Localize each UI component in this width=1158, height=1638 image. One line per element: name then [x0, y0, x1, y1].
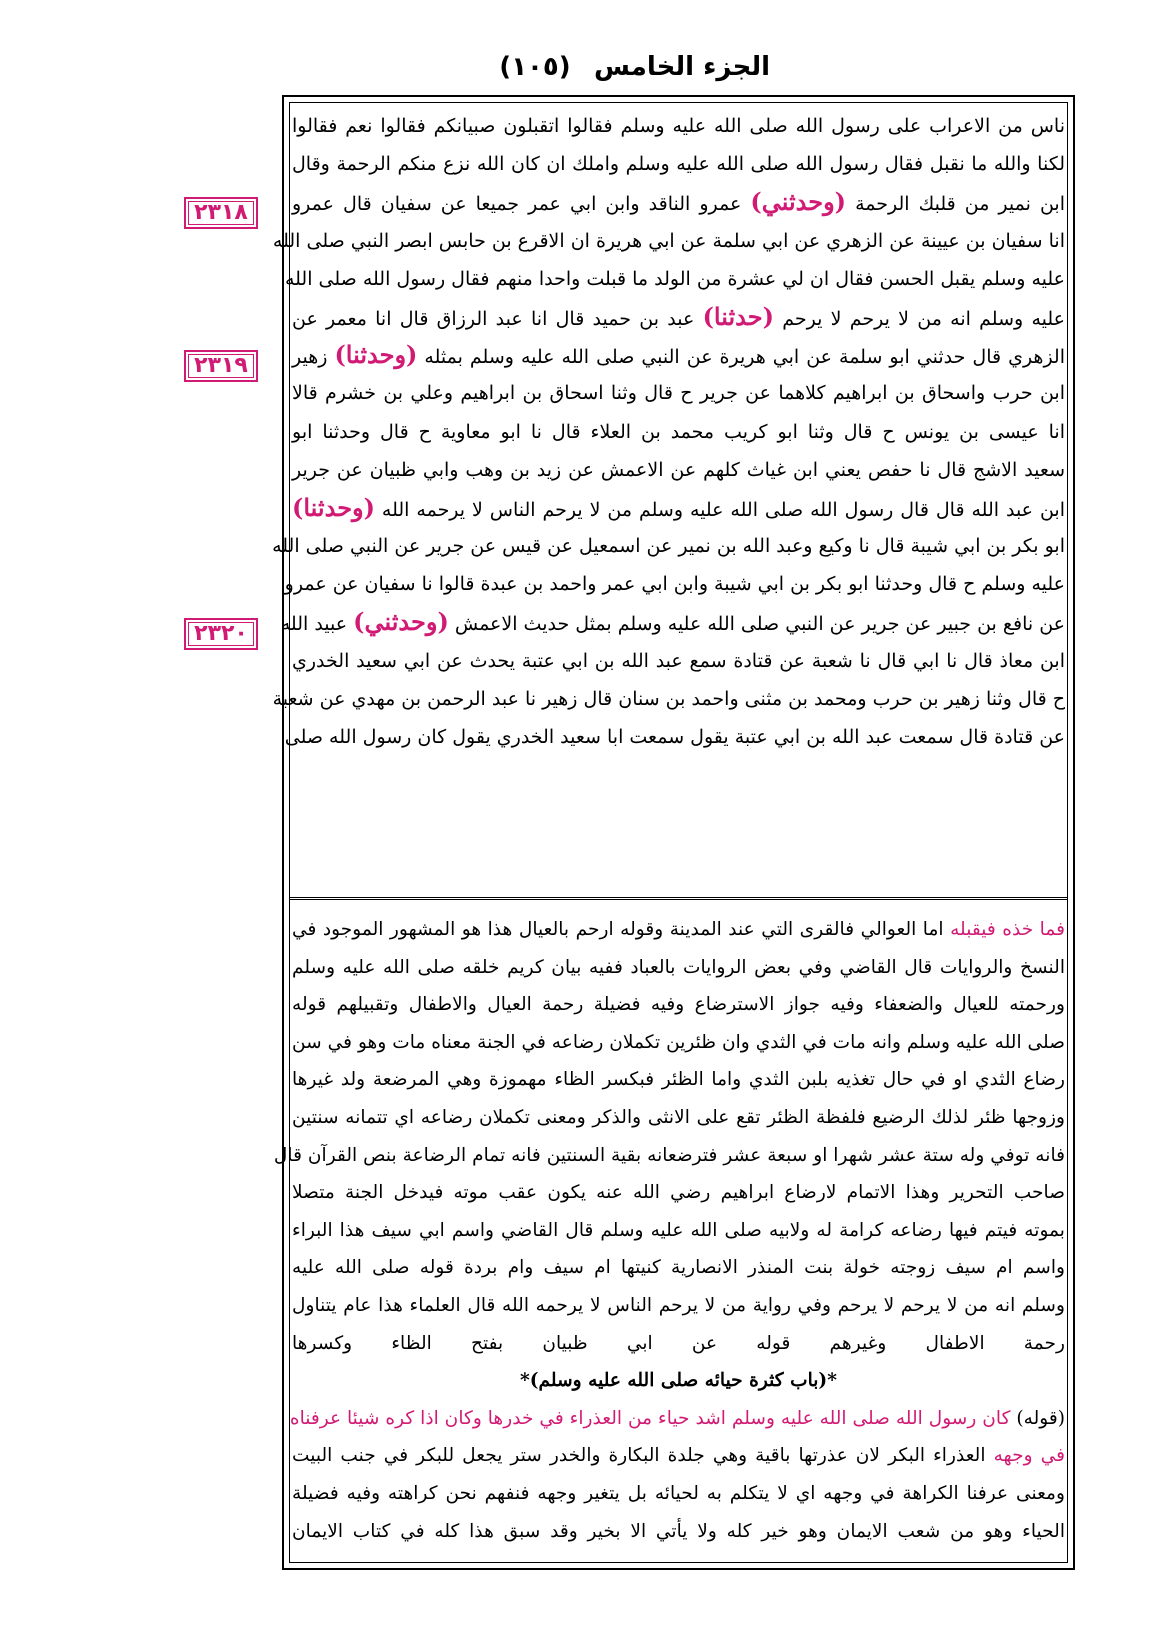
hadith-text-line: ابن عبد الله قال قال رسول الله صلى الله عليه وسلم من لا يرحم الناس لا يرحمه الله (وحدثنا): [292, 492, 1065, 522]
commentary-text-line: النسخ والروايات قال القاضي وفي بعض الروايات بالعباد ففيه بيان كريم خلقه صلى الله عليه وسلم: [292, 956, 1065, 978]
page-frame: [272, 95, 1075, 1570]
hadith-text-line: عليه وسلم يقبل الحسن فقال ان لي عشرة من الولد ما قبلت واحدا منهم فقال رسول الله صلى الله: [284, 267, 1065, 290]
commentary-text-line: فانه توفي وله ستة عشر شهرا او سبعة عشر فترضعانه بقية السنتين فانه تمام الرضاعة بنص القرآن قال: [273, 1144, 1065, 1166]
hadith-text-line: ناس من الاعراب على رسول الله صلى الله عليه وسلم فقالوا اتقبلون صبيانكم فقالوا نعم فقالوا: [292, 115, 1065, 137]
commentary-text-line: رحمة الاطفال وغيرهم قوله عن ابي ظبيان بفتح الظاء وكسرها: [292, 1332, 1065, 1354]
hadith-text-line: ابو بكر بن ابي شيبة قال نا وكيع وعبد الله بن نمير عن اسمعيل عن قيس عن جرير عن النبي صلى الله: [272, 535, 1065, 558]
hadith-number-badge: ٢٣١٨: [184, 197, 258, 229]
commentary-text-line: ورحمته للعيال والضعفاء وفيه جواز الاسترضاع وفيه فضيلة رحمة العيال والاطفال وتقبيلهم قوله: [292, 994, 1065, 1016]
volume-label: الجزء الخامس: [594, 52, 770, 82]
narration-marker: (وحدثنا): [292, 492, 375, 522]
hadith-number-badge: ٢٣٢٠: [184, 618, 258, 650]
narration-marker: (حدثنا): [702, 301, 774, 331]
commentary-text-line: (قوله) كان رسول الله صلى الله عليه وسلم اشد حياء من العذراء في خدرها وكان اذا كره شيئا عرفناه: [289, 1407, 1065, 1429]
page-number: (١٠٥): [499, 52, 571, 82]
commentary-text-line: فما خذه فيقبله اما العوالي فالقرى التي عند المدينة وقوله ارحم بالعيال هذا هو المشهور الموجود في: [292, 919, 1065, 940]
hadith-text-line: ابن معاذ قال نا ابي قال نا شعبة عن قتادة سمع عبد الله بن ابي عتبة يحدث عن ابي سعيد الخدري: [292, 649, 1065, 672]
hadith-text-section: [272, 107, 1065, 877]
hadith-text-line: ح قال وثنا زهير بن حرب ومحمد بن مثنى واحمد بن سنان قال زهير نا عبد الرحمن بن مهدي عن شعبة: [272, 687, 1065, 710]
commentary-text-line: رضاع الثدي او في حال تغذيه بلبن الثدي واما الظئر فبكسر الظاء مهموزة وهي المرضعة ولد غيرها: [292, 1069, 1065, 1091]
hadith-text-line: ابن نمير من قلبك الرحمة (وحدثني) عمرو الناقد وابن ابي عمر جميعا عن سفيان قال عمرو: [292, 187, 1065, 217]
lemma: في وجهه: [993, 1445, 1065, 1467]
hadith-text-line: الزهري قال حدثني ابو سلمة عن ابي هريرة عن النبي صلى الله عليه وسلم بمثله (وحدثنا) زهير: [292, 340, 1065, 370]
hadith-text-line: انا سفيان بن عيينة عن الزهري عن ابي سلمة عن ابي هريرة ان الاقرع بن حابس ابصر النبي صلى الله: [272, 229, 1065, 252]
hadith-text-line: سعيد الاشج قال نا حفص يعني ابن غياث كلهم عن الاعمش عن زيد بن وهب وابي ظبيان عن جرير: [292, 458, 1065, 481]
commentary-text-line: وزوجها ظئر لذلك الرضيع فلفظة الظئر تقع على الانثى والذكر ومعنى تكملان رضاعه اي تتمانه سنتين: [292, 1106, 1065, 1128]
commentary-text-line: وسلم انه من لا يرحم لا يرحم وفي رواية من لا يرحم الناس لا يرحمه الله قال العلماء هذا عام يتناول: [292, 1294, 1065, 1316]
hadith-text-line: عليه وسلم انه من لا يرحم لا يرحم (حدثنا) عبد بن حميد قال انا عبد الرزاق قال انا معمر عن: [292, 301, 1065, 331]
commentary-section: [273, 911, 1065, 1551]
commentary-text-line: *(باب كثرة حيائه صلى الله عليه وسلم)*: [520, 1370, 837, 1392]
commentary-text-line: الحياء وهو من شعب الايمان وهو خير كله ولا يأتي الا بخير وقد سبق هذا كله في كتاب الايمان: [292, 1520, 1065, 1542]
commentary-text-line: واسم ام سيف زوجته خولة بنت المنذر الانصارية كنيتها ام سيف وام بردة قوله صلى الله عليه: [292, 1257, 1065, 1279]
lemma: كان رسول الله صلى الله عليه وسلم اشد حياء من العذراء في خدرها وكان اذا كره شيئا عرفناه: [289, 1407, 1011, 1429]
hadith-text-line: انا عيسى بن يونس ح قال وثنا ابو كريب محمد بن العلاء قال نا ابو معاوية ح قال وحدثنا ابو: [292, 420, 1065, 443]
hadith-text-line: عن نافع بن جبير عن جرير عن النبي صلى الله عليه وسلم بمثل حديث الاعمش (وحدثني) عبيد الله: [280, 607, 1065, 637]
hadith-text-line: عن قتادة قال سمعت عبد الله بن ابي عتبة يقول سمعت ابا سعيد الخدري يقول كان رسول الله صلى: [284, 726, 1065, 748]
narration-marker: (وحدثني): [750, 187, 847, 217]
commentary-text-line: ومعنى عرفنا الكراهة في وجهه اي لا يتكلم به لحيائه بل يتغير وجهه فنفهم نحن كراهته وفيه فضيلة: [292, 1482, 1065, 1504]
commentary-text-line: صاحب التحرير وهذا الاتمام لارضاع ابراهيم رضي الله عنه يكون عقب موته فيدخل الجنة متصلا: [292, 1182, 1065, 1204]
lemma: فما خذه فيقبله: [950, 919, 1065, 940]
hadith-text-line: ابن حرب واسحاق بن ابراهيم كلاهما عن جرير ح قال وثنا اسحاق بن ابراهيم وعلي بن خشرم قالا: [292, 382, 1065, 405]
narration-marker: (وحدثني): [353, 607, 449, 637]
hadith-text-line: عليه وسلم ح قال وحدثنا ابو بكر بن ابي شيبة وابن ابي عمر واحمد بن عبدة قالوا نا سفيان عن عمرو: [284, 573, 1065, 596]
commentary-text-line: في وجهه العذراء البكر لان عذرتها باقية وهي جلدة البكارة والخدر ستر يجعل للبكر في جنب البيت: [292, 1445, 1065, 1467]
commentary-text-line: صلى الله عليه وسلم وانه مات في الثدي وان ظئرين تكملان رضاعه في الجنة معناه مات وهو في سن: [292, 1031, 1065, 1053]
narration-marker: (وحدثنا): [334, 340, 418, 370]
commentary-text-line: بموته فيتم فيها رضاعه كرامة له ولابيه صلى الله عليه وسلم قال القاضي واسم ابي سيف هذا البراء: [292, 1219, 1065, 1241]
page-header: [300, 52, 770, 92]
hadith-number-badge: ٢٣١٩: [184, 350, 258, 382]
section-divider: [289, 897, 1068, 902]
hadith-text-line: لكنا والله ما نقبل فقال رسول الله صلى الله عليه وسلم واملك ان كان الله نزع منكم الرحمة وقال: [292, 153, 1065, 176]
